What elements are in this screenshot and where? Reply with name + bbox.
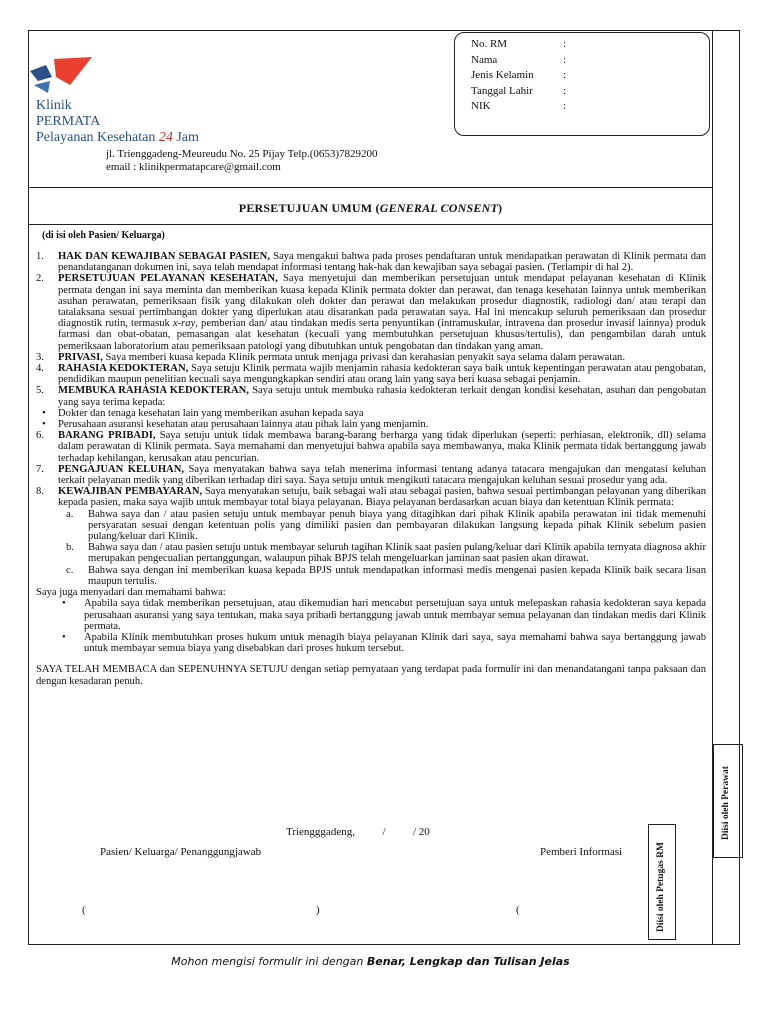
field-nik[interactable]: NIK : — [471, 100, 567, 112]
nurse-label: Diisi oleh Perawat — [721, 766, 731, 840]
consent-item-4: 4. RAHASIA KEDOKTERAN, Saya setuju Klinik permata wajib menjamin rahasia kedokteran saya baik untuk kepentingan perawatan atau pengobatan, pendidikan maupun penelitian kecuali saya mengungkapkan sendiri atau orang lain yang saya beri kuasa sebagai penjamin. — [36, 363, 706, 386]
document-title: PERSETUJUAN UMUM (GENERAL CONSENT) — [238, 201, 503, 215]
header-divider — [28, 187, 713, 188]
field-nama[interactable]: Nama : — [471, 53, 567, 66]
item8-sub-a: a. Bahwa saya dan / atau pasien setuju untuk membayar penuh biaya yang ditagihkan dari pihak Klinik apabila perawatan ini tidak memenuhi persyaratan sesuai dengan ketentuan polis yang dimiliki pasien dan pembayaran dilakukan langsung kepada pihak Klinik sebelum pasien pulang/keluar dari Klinik. — [66, 508, 706, 543]
item8-sub-b: b. Bahwa saya dan / atau pasien setuju untuk membayar seluruh tagihan Klinik saat pasien pulang/keluar dari Klinik apabila ternyata diagnosa akhir merupakan pengecualian pertanggungan, walaupun pihak BPJS telah mengeluarkan jaminan saat pasien akan dirawat. — [66, 542, 706, 565]
consent-item-7: 7. PENGAJUAN KELUHAN, Saya menyatakan bahwa saya telah menerima informasi tentang adanya tatacara mengajukan dan mengatasi keluhan terkait pelayanan medik yang diberikan terhadap diri saya. Saya setuju untuk mengikuti tatacara mengajukan keluhan sesuai prosedur yang ada. — [36, 463, 706, 487]
consent-item-8: 8. KEWAJIBAN PEMBAYARAN, Saya menyatakan setuju, baik sebagai wali atau sebagai pasien, bahwa sesuai pertimbangan pelayanan yang diberikan kepada pasien, maka saya wajib untuk membayar total biaya pelayanan. Biaya pelayanan berdasarkan acuan biaya dan ketentuan Klinik permata: — [36, 486, 706, 509]
tagline-prefix: Pelayanan Kesehatan — [36, 130, 156, 145]
signature-label-informant: Pemberi Informasi — [540, 846, 623, 858]
clinic-logo-icon — [30, 55, 94, 95]
consent-item-6: 6. BARANG PRIBADI, Saya setuju untuk tidak membawa barang-barang berharga yang tidak diperlukan (seperti: perhiasan, elektronik, dll) selama dalam perawatan di Klinik permata. Saya memahami dan menyetujui bahwa apabila saya membawanya, maka Klinik permata tidak bertanggung jawab terhadap kehilangan, kerusakan atau pencurian. — [36, 430, 706, 464]
title-divider — [28, 224, 713, 225]
clinic-name-line1: Klinik — [36, 98, 72, 113]
aware-intro: Saya juga menyadari dan memahami bahwa: — [36, 587, 226, 599]
consent-body — [36, 251, 706, 687]
clinic-name-line2: PERMATA — [36, 114, 101, 129]
clinic-brand — [36, 98, 199, 146]
field-jenis-kelamin[interactable]: Jenis Kelamin : — [471, 69, 567, 81]
tagline-suffix: Jam — [176, 130, 199, 145]
field-tanggal-lahir[interactable]: Tanggal Lahir : — [471, 84, 567, 97]
rm-officer-label: Diisi oleh Petugas RM — [656, 842, 666, 932]
item8-sub-c: c. Bahwa saya dengan ini memberikan kuasa kepada BPJS untuk mendapatkan informasi medis mengenai pasien kepada Klinik baik secara lisan maupun tertulis. — [66, 564, 706, 587]
patient-info-box — [454, 32, 710, 136]
consent-item-1: 1. HAK DAN KEWAJIBAN SEBAGAI PASIEN, Saya mengakui bahwa pada proses pendaftaran untuk mendapatkan perawatan di Klinik permata dan penandatanganan dokumen ini, saya telah mendapat informasi tentang hak-hak dan kewajiban saya sebagai pasien. (Terlampir di hal 2). — [36, 251, 706, 274]
filled-by-note: (di isi oleh Pasien/ Keluarga) — [42, 230, 165, 241]
footer-instruction: Mohon mengisi formulir ini dengan Benar, Lengkap dan Tulisan Jelas — [171, 955, 570, 968]
clinic-tagline — [36, 130, 199, 146]
aware-bullet: • Apabila Klinik membutuhkan proses hukum untuk menagih biaya pelayanan Klinik dari saya, saya memahami bahwa saya bertanggung jawab untuk membayar semua biaya yang disebabkan dari proses hukum tersebut. — [62, 631, 706, 655]
signature-label-patient: Pasien/ Keluarga/ Penanggungjawab — [100, 846, 262, 858]
clinic-email: email : klinikpermatapcare@gmail.com — [106, 161, 281, 173]
field-no-rm[interactable]: No. RM : — [471, 38, 567, 50]
tagline-number: 24 — [158, 130, 173, 145]
agreement-statement: SAYA TELAH MEMBACA dan SEPENUHNYA SETUJU dengan setiap pernyataan yang terdapat pada formulir ini dan menandatangani tanpa paksaan dan dengan kesadaran penuh. — [36, 664, 706, 687]
consent-item-3: 3. PRIVASI, Saya memberi kuasa kepada Klinik permata untuk menjaga privasi dan kerahasian penyakit saya selama dalam perawatan. — [36, 351, 625, 363]
clinic-contact — [106, 148, 378, 174]
patient-signature-close[interactable]: ) — [316, 904, 320, 916]
aware-bullet: • Apabila saya tidak memberikan persetujuan, atau dikemudian hari mencabut persetujuan saya untuk melepaskan rahasia kedokteran saya kepada perusahaan asuransi yang saya tentukan, maka saya pribadi bertanggung jawab untuk membayar semua pelayanan dan tindakan medis dari Klinik permata. — [62, 598, 706, 632]
patient-signature-open[interactable]: ( — [82, 904, 86, 916]
item5-bullet: • Perusahaan asuransi kesehatan atau perusahaan lainnya atau pihak lain yang menjamin. — [42, 419, 429, 431]
informant-signature-open[interactable]: ( — [516, 904, 520, 916]
consent-item-2: 2. PERSETUJUAN PELAYANAN KESEHATAN, Saya menyetujui dan memberikan persetujuan untuk mendapat pelayanan kesehatan di Klinik permata dengan ini saya meminta dan memberikan kuasa kepada Klinik permata dokter dan perawat, dan tenaga kesehatan lainnya untuk memberikan asuhan perawatan, pemeriksaan fisik yang dilakukan oleh dokter dan perawat dan melakukan prosedur diagnostik, radiologi dan/ atau terapi dan tatalaksana sesuai pertimbangan dokter yang diperlukan atau disarankan pada perawatan saya. Hal ini mencakup seluruh pemeriksaan dan prosedur diagnostik rutin, termasuk x-ray, pemberian dan/ atau tindakan medis serta penyuntikan (intramuskular, intravena dan prosedur invasif lainnya) produk farmasi dan obat-obatan, pemasangan alat kesehatan (kecuali yang membutuhkan persetujuan khusus/tertulis), dan pengambilan darah untuk pemeriksaan laboratorium atau pemeriksaan patologi yang dibutuhkan untuk pengobatan dan tindakan yang aman. — [36, 273, 707, 352]
clinic-address: jl. Trienggadeng-Meureudu No. 25 Pijay Telp.(0653)7829200 — [106, 148, 378, 160]
item5-bullet: • Dokter dan tenaga kesehatan lain yang memberikan asuhan kepada saya — [42, 407, 364, 419]
consent-item-5: 5. MEMBUKA RAHASIA KEDOKTERAN, Saya setuju untuk membuka rahasia kedokteran terkait dengan kondisi kesehatan, asuhan dan pengobatan yang saya terima kepada: — [36, 385, 706, 408]
place-date-field[interactable]: Triengggadeng, / / 20 — [286, 826, 430, 838]
